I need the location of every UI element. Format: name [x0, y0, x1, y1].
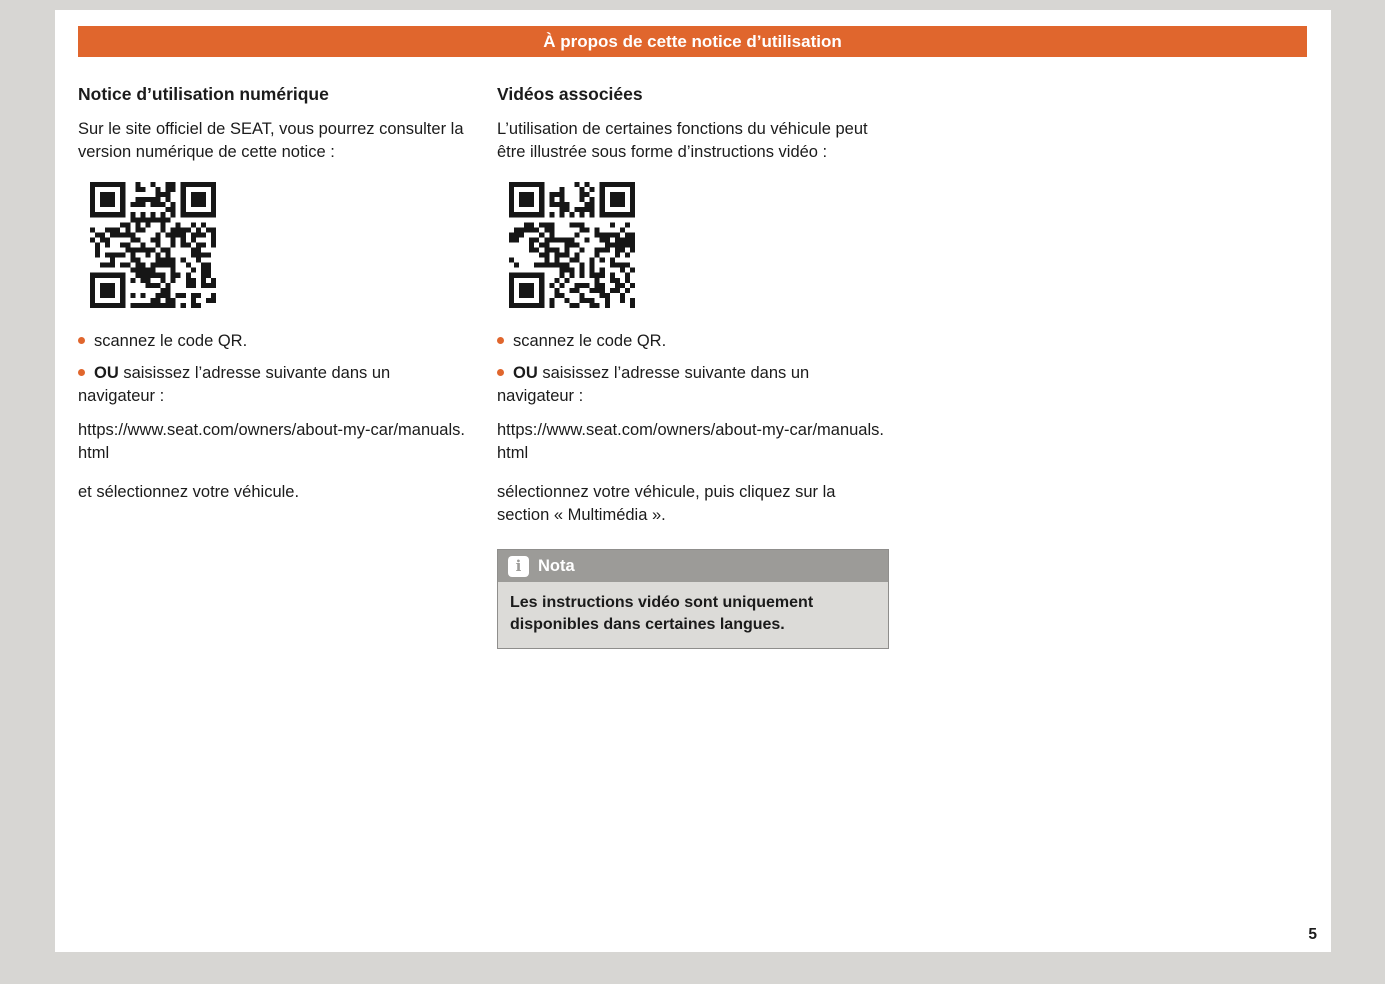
column-left	[78, 83, 467, 504]
qr-code	[509, 182, 635, 308]
manual-page	[55, 10, 1331, 952]
bullet-dot-icon	[497, 337, 504, 344]
bullet-item	[78, 330, 467, 353]
section-heading-digital-manual: Notice d’utilisation numérique	[78, 84, 329, 104]
section-heading-videos: Vidéos associées	[497, 84, 643, 104]
note-title: Nota	[538, 556, 575, 575]
intro-paragraph: L’utilisation de certaines fonctions du véhicule peut être illustrée sous forme d’instructions vidéo :	[497, 120, 868, 161]
manual-url-text: https://www.seat.com/owners/about-my-car/manuals.html	[497, 421, 884, 462]
bullet-bold-text: OU	[513, 364, 538, 382]
bullet-dot-icon	[497, 369, 504, 376]
chapter-header-bar	[78, 26, 1307, 57]
bullet-item	[497, 362, 889, 408]
qr-code	[90, 182, 216, 308]
bullet-item	[78, 362, 467, 408]
info-icon: i	[508, 556, 529, 577]
outro-paragraph: sélectionnez votre véhicule, puis cliquez sur la section « Multimédia ».	[497, 483, 836, 524]
page-number: 5	[1308, 926, 1317, 943]
bullet-item	[497, 330, 889, 353]
bullet-dot-icon	[78, 369, 85, 376]
outro-paragraph: et sélectionnez votre véhicule.	[78, 483, 300, 501]
note-header	[498, 550, 888, 582]
chapter-title: À propos de cette notice d’utilisation	[543, 32, 842, 51]
bullet-text: saisissez l’adresse suivante dans un navigateur :	[497, 364, 810, 405]
bullet-dot-icon	[78, 337, 85, 344]
bullet-text: scannez le code QR.	[513, 332, 667, 350]
note-box	[497, 549, 889, 649]
bullet-text: scannez le code QR.	[94, 332, 248, 350]
bullet-bold-text: OU	[94, 364, 119, 382]
bullet-text: saisissez l’adresse suivante dans un navigateur :	[78, 364, 391, 405]
note-body: Les instructions vidéo sont uniquement disponibles dans certaines langues.	[498, 582, 888, 648]
manual-url-text: https://www.seat.com/owners/about-my-car/manuals.html	[78, 421, 465, 462]
column-right	[497, 83, 889, 649]
intro-paragraph: Sur le site officiel de SEAT, vous pourrez consulter la version numérique de cette notice :	[78, 120, 464, 161]
